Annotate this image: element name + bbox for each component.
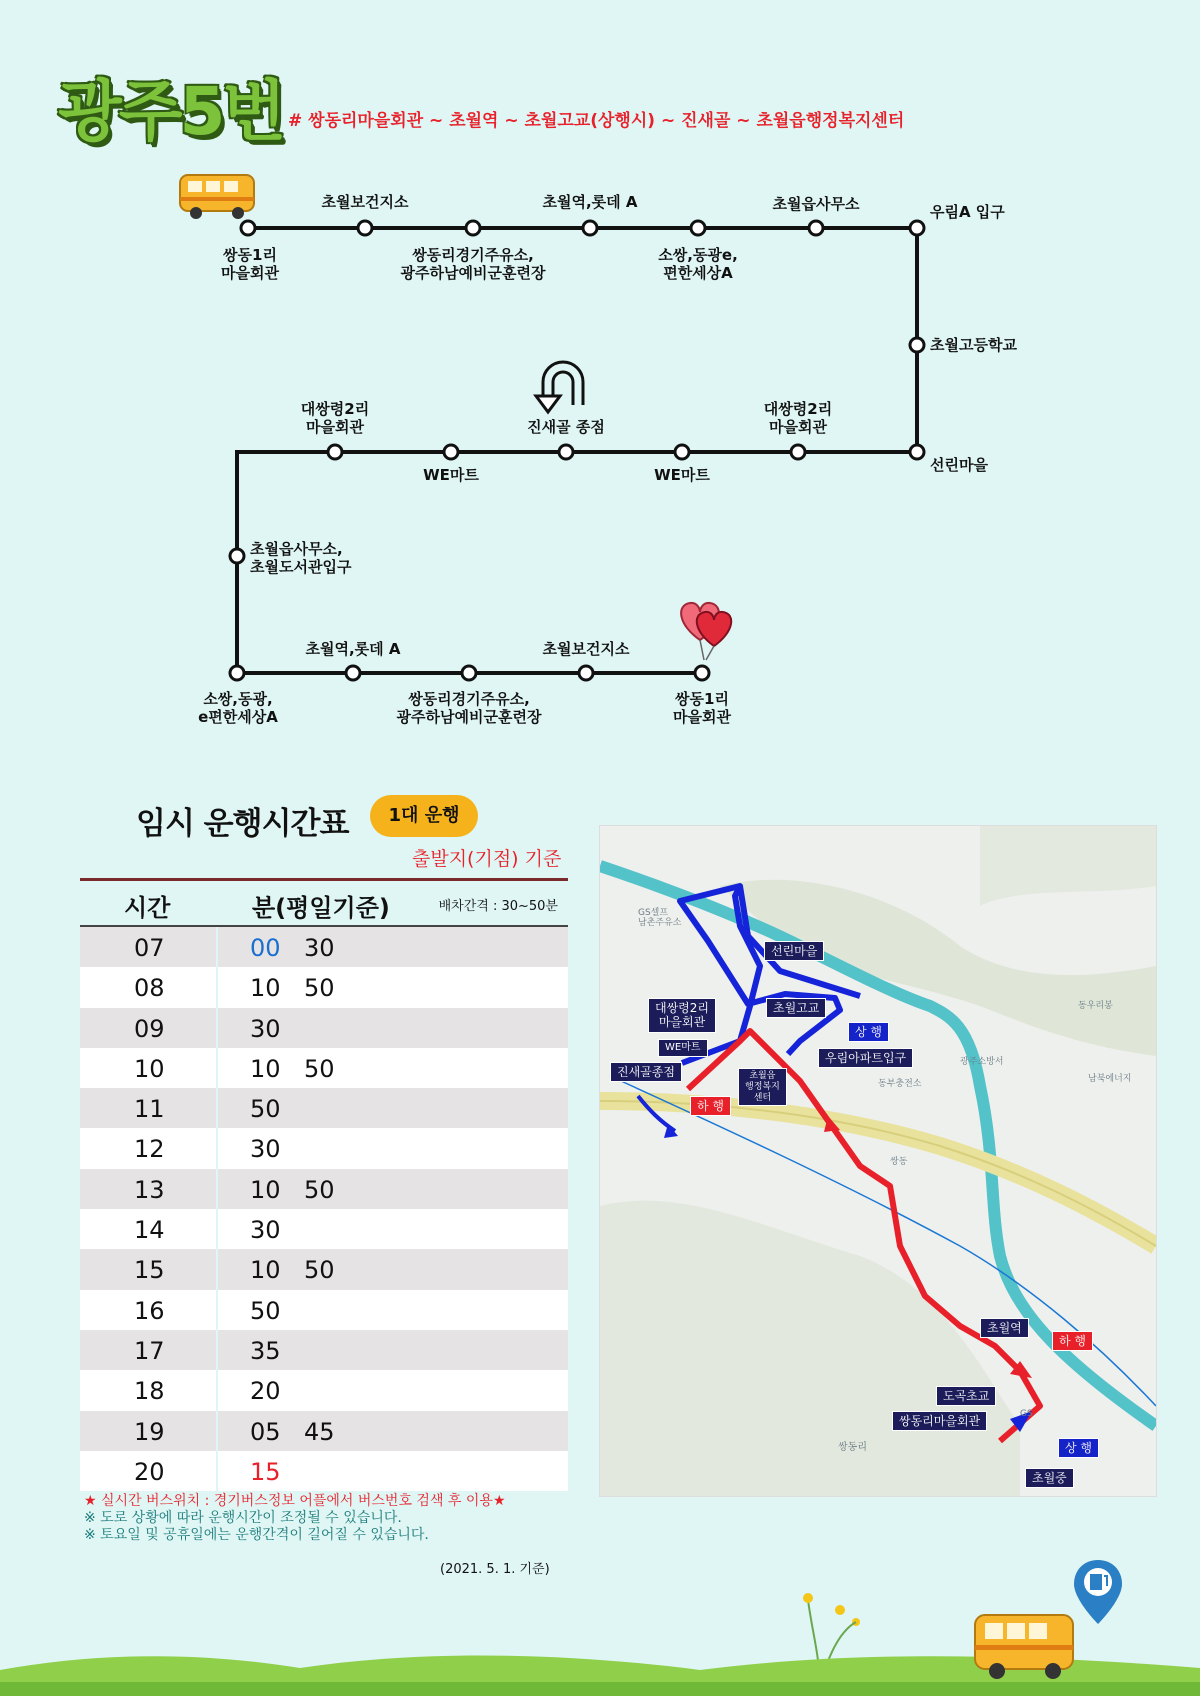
minute-cell: 30 (250, 1216, 281, 1245)
minute-cell: 50 (250, 1296, 281, 1325)
table-row (80, 967, 568, 1007)
map-stop-chowol-hs: 초월고교 (766, 998, 826, 1018)
route-description: # 쌍동리마을회관 ~ 초월역 ~ 초월고교(상행시) ~ 진새골 ~ 초월읍행정복지센터 (288, 111, 905, 131)
minute-cell: 50 (304, 1054, 335, 1083)
stop-label: 대쌍령2리 마을회관 (763, 400, 833, 436)
stop-label: 쌍동1리 마을회관 (221, 246, 279, 282)
hour-cell: 11 (134, 1095, 165, 1124)
stop-label: 초월고등학교 (930, 336, 1017, 354)
stop-label: 소쌍,동광, e편한세상A (198, 690, 278, 726)
map-stop-seonrin: 선린마을 (764, 941, 824, 961)
stop-label: 진새골 종점 (527, 418, 605, 436)
table-row (80, 1451, 568, 1491)
minute-cell: 30 (250, 1135, 281, 1164)
minute-cell: 10 (250, 974, 281, 1003)
map-base (600, 826, 1156, 1496)
stop-dot (579, 666, 593, 680)
map-stop-we: WE마트 (658, 1039, 708, 1057)
stop-dot (559, 445, 573, 459)
table-row (80, 927, 568, 967)
schedule-title: 임시 운행시간표 (136, 806, 349, 842)
minute-cell: 05 (250, 1417, 281, 1446)
stop-label: 초월역,롯데 A (305, 640, 401, 658)
table-row (80, 1411, 568, 1451)
table-row (80, 1330, 568, 1370)
notes (84, 1493, 506, 1544)
stop-dot (910, 445, 924, 459)
map-direction-up: 상 행 (1058, 1438, 1099, 1458)
minute-cell: 50 (304, 974, 335, 1003)
minute-cell: 45 (304, 1417, 335, 1446)
timetable (80, 878, 568, 1491)
stop-label: 초월읍사무소 (772, 195, 860, 213)
stop-dot (230, 549, 244, 563)
hour-cell: 16 (134, 1296, 165, 1325)
map-stop-ssangdong: 쌍동리마을회관 (892, 1411, 987, 1431)
hour-cell: 15 (134, 1256, 165, 1285)
page-title: 광주5번 (58, 73, 284, 150)
map-direction-up: 상 행 (848, 1022, 889, 1042)
stop-label: WE마트 (423, 466, 479, 484)
map-poi-fire: 광주소방서 (960, 1057, 1004, 1067)
u-turn-icon (536, 362, 583, 412)
table-row (80, 1209, 568, 1249)
stop-dot (910, 221, 924, 235)
map-stop-dogok: 도곡초교 (936, 1386, 996, 1406)
base-date: (2021. 5. 1. 기준) (440, 1562, 550, 1577)
stop-label: 초월역,롯데 A (542, 193, 638, 211)
hour-cell: 10 (134, 1054, 165, 1083)
map-stop-daessang: 대쌍령2리 마을회관 (648, 998, 716, 1033)
table-row (80, 1370, 568, 1410)
bus-icon (975, 1615, 1073, 1679)
note-traffic: ※ 도로 상황에 따라 운행시간이 조정될 수 있습니다. (84, 1510, 402, 1526)
stop-dot (675, 445, 689, 459)
interval-note: 배차간격 : 30~50분 (438, 899, 558, 914)
stop-dot (358, 221, 372, 235)
minute-cell: 30 (250, 1014, 281, 1043)
hour-cell: 13 (134, 1175, 165, 1204)
stop-label: WE마트 (654, 466, 710, 484)
minute-cell: 50 (304, 1256, 335, 1285)
stop-label: 선린마을 (930, 456, 988, 474)
column-header-minutes: 분(평일기준) (252, 894, 390, 922)
table-row (80, 1290, 568, 1330)
stop-label: 초월보건지소 (321, 193, 409, 211)
stop-label: 소쌍,동광e, 편한세상A (658, 246, 738, 282)
stop-dot (910, 338, 924, 352)
minute-cell: 10 (250, 1054, 281, 1083)
map-stop-urim: 우림아파트입구 (818, 1048, 913, 1068)
map-poi-namhwa: 남북에너지 (1088, 1074, 1132, 1084)
stop-label: 대쌍령2리 마을회관 (300, 400, 370, 436)
column-header-hour: 시간 (124, 894, 171, 922)
stop-dot (328, 445, 342, 459)
hour-cell: 08 (134, 974, 165, 1003)
stop-dot (462, 666, 476, 680)
hour-cell: 18 (134, 1377, 165, 1406)
minute-cell: 50 (250, 1095, 281, 1124)
stop-label: 초월읍사무소, 초월도서관입구 (250, 540, 352, 576)
map-stop-hall: 초월읍 행정복지 센터 (738, 1068, 787, 1106)
map-stop-chowol-ms: 초월중 (1025, 1468, 1074, 1488)
table-row (80, 1249, 568, 1289)
bus-icon (180, 175, 254, 219)
table-row (80, 1048, 568, 1088)
table-row (80, 1128, 568, 1168)
hour-cell: 14 (134, 1216, 165, 1245)
status-badge: 1대 운행 (370, 795, 478, 837)
route-map (599, 825, 1157, 1497)
hour-cell: 17 (134, 1336, 165, 1365)
minute-cell: 30 (304, 934, 335, 962)
hour-cell: 19 (134, 1417, 165, 1446)
minute-cell: 00 (250, 934, 281, 962)
stop-label: 쌍동1리 마을회관 (673, 690, 731, 726)
stop-dot (695, 666, 709, 680)
minute-cell: 50 (304, 1175, 335, 1204)
map-direction-down: 하 행 (690, 1096, 731, 1116)
table-row (80, 1088, 568, 1128)
minute-cell: 10 (250, 1256, 281, 1285)
stop-label: 우림A 입구 (930, 203, 1005, 221)
table-header (80, 878, 568, 927)
minute-cell: 35 (250, 1336, 281, 1365)
minute-cell: 20 (250, 1377, 281, 1406)
table-row (80, 1008, 568, 1048)
minute-cell: 10 (250, 1175, 281, 1204)
footer-decoration (0, 1540, 1200, 1696)
note-realtime: ★ 실시간 버스위치 : 경기버스정보 어플에서 버스번호 검색 후 이용★ (84, 1493, 506, 1509)
map-stop-jinsaegol: 진새골종점 (610, 1062, 682, 1082)
map-poi-dongu: 동우리봉 (1078, 1001, 1113, 1011)
table-row (80, 1169, 568, 1209)
stop-dot (346, 666, 360, 680)
hour-cell: 20 (134, 1457, 165, 1486)
stop-dot (583, 221, 597, 235)
stop-dot (791, 445, 805, 459)
stop-label: 쌍동리경기주유소, 광주하남예비군훈련장 (396, 690, 542, 726)
map-poi-ssang: 쌍동 (890, 1157, 908, 1167)
map-poi-dongbu: 동부충전소 (878, 1079, 922, 1089)
map-poi-gs: GS셀프 남촌주유소 (638, 908, 682, 928)
stop-dot (466, 221, 480, 235)
hour-cell: 07 (134, 934, 165, 962)
map-poi-gs2: GS (1020, 1409, 1033, 1419)
stop-dot (691, 221, 705, 235)
stop-dot (809, 221, 823, 235)
hour-cell: 12 (134, 1135, 165, 1164)
map-direction-down: 하 행 (1052, 1331, 1093, 1351)
map-stop-chowol-st: 초월역 (980, 1318, 1029, 1338)
minute-cell: 15 (250, 1457, 281, 1486)
stop-label: 초월보건지소 (542, 640, 630, 658)
stop-dot (230, 666, 244, 680)
hour-cell: 09 (134, 1014, 165, 1043)
stop-label: 쌍동리경기주유소, 광주하남예비군훈련장 (400, 246, 546, 282)
note-weekend: ※ 토요일 및 공휴일에는 운행간격이 길어질 수 있습니다. (84, 1527, 429, 1543)
charging-pin-icon (1074, 1560, 1122, 1624)
schedule-basis: 출발지(기점) 기준 (412, 848, 562, 870)
stop-dot (241, 221, 255, 235)
map-poi-ssangdongri: 쌍동리 (838, 1442, 867, 1453)
stop-dot (444, 445, 458, 459)
heart-balloon-icon (681, 603, 731, 660)
